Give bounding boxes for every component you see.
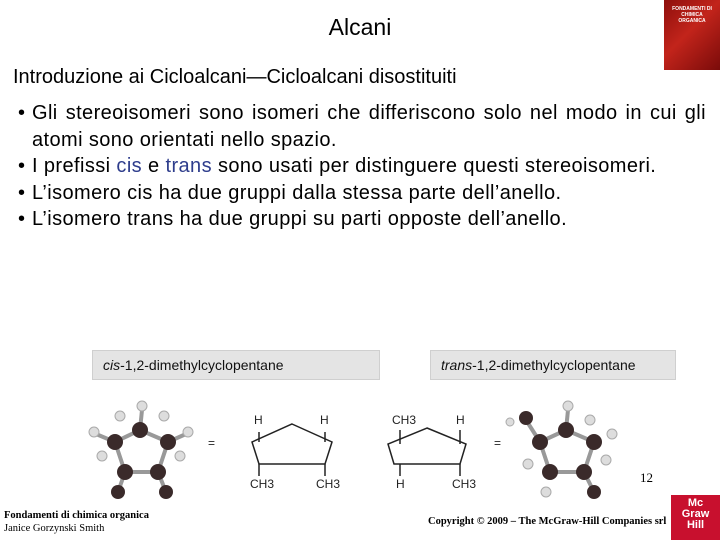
cis-isomer-figure [80,392,380,502]
bullet-list [18,100,706,233]
bullet-text: I prefissi cis e trans sono usati per distinguere questi stereoisomeri. [32,155,657,177]
cis-figure-label: cis-1,2-dimethylcyclopentane [92,350,380,380]
bullet-text: Gli stereoisomeri sono isomeri che differiscono solo nel modo in cui gli atomi sono orientati nello spazio. [32,102,706,151]
bullet-item [18,153,706,180]
footer-book-title: Fondamenti di chimica organica [4,510,149,521]
bullet-item [18,100,706,153]
cis-ball-and-stick-model [89,401,193,499]
cis-equals-sign: = [208,436,216,450]
copyright-notice: Copyright © 2009 – The McGraw-Hill Companies srl [428,516,667,527]
trans-prefix: trans [165,155,212,177]
slide-subtitle: Introduzione ai Cicloalcani—Cicloalcani disostituiti [13,66,457,88]
cis-prefix: cis [116,155,143,177]
bullet-item [18,180,706,207]
footer-author: Janice Gorzynski Smith [4,523,105,534]
cis-ch3-label: CH3 [316,477,341,491]
trans-ch3-label: CH3 [452,477,477,491]
slide-title: Alcani [328,14,392,40]
bullet-icon: • [18,102,26,124]
trans-figure-label: trans-1,2-dimethylcyclopentane [430,350,676,380]
trans-structural-formula [388,428,466,476]
bullet-icon: • [18,155,26,177]
bullet-item [18,206,706,233]
cis-ch3-label: CH3 [250,477,275,491]
footer-book-info [4,509,149,535]
trans-equals-sign: = [494,436,502,450]
cis-h-label: H [254,413,263,427]
bullet-icon: • [18,181,26,204]
mcgraw-hill-logo: Mc Graw Hill [671,495,720,540]
bullet-text: L’isomero cis ha due gruppi dalla stessa parte dell’anello. [32,181,562,204]
trans-ch3-label: CH3 [392,413,417,427]
trans-ball-and-stick-model [506,401,617,499]
bullet-icon: • [18,208,26,230]
trans-h-label: H [396,477,405,491]
book-cover-title: FONDAMENTI DI CHIMICA ORGANICA [672,6,712,24]
trans-isomer-figure [380,392,680,502]
bullet-text: L’isomero trans ha due gruppi su parti opposte dell’anello. [32,208,568,230]
book-cover-image [664,0,720,70]
page-number: 12 [640,470,653,485]
cis-h-label: H [320,413,329,427]
cis-structural-formula [252,424,332,476]
trans-h-label: H [456,413,465,427]
